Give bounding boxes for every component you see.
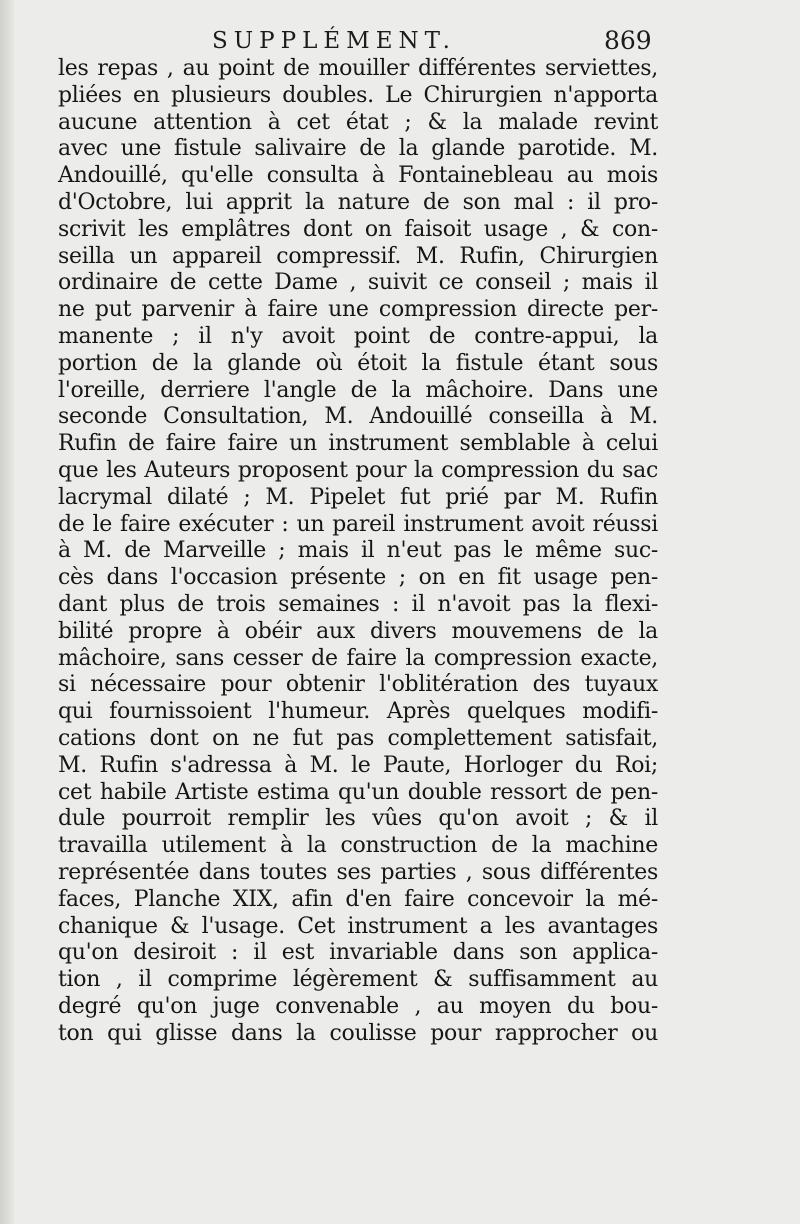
text-line: tion , il comprime légèrement & suffisamment au (58, 967, 658, 993)
text-line: Rufin de faire faire un instrument semblable à celui (58, 431, 658, 457)
running-head: SUPPLÉMENT. (212, 28, 456, 54)
text-line: ton qui glisse dans la coulisse pour rapprocher ou (58, 1020, 658, 1046)
text-line: pliées en plusieurs doubles. Le Chirurgien n'apporta (58, 82, 658, 108)
text-line: représentée dans toutes ses parties , sous différentes (58, 859, 658, 885)
text-line: dule pourroit remplir les vûes qu'on avoit ; & il (58, 806, 658, 832)
text-line: dant plus de trois semaines : il n'avoit pas la flexi- (58, 591, 658, 617)
text-line: portion de la glande où étoit la fistule étant sous (58, 350, 658, 376)
text-line: M. Rufin s'adressa à M. le Paute, Horloger du Roi; (58, 752, 658, 778)
text-line: lacrymal dilaté ; M. Pipelet fut prié par M. Rufin (58, 484, 658, 510)
text-line: aucune attention à cet état ; & la malade revint (58, 109, 658, 135)
text-line: mâchoire, sans cesser de faire la compression exacte, (58, 645, 658, 671)
text-line: que les Auteurs proposent pour la compression du sac (58, 457, 658, 483)
text-line: faces, Planche XIX, afin d'en faire concevoir la mé- (58, 886, 658, 912)
text-line: bilité propre à obéir aux divers mouvemens de la (58, 618, 658, 644)
text-line: scrivit les emplâtres dont on faisoit usage , & con- (58, 216, 658, 242)
text-line: les repas , au point de mouiller différentes serviettes, (58, 56, 658, 81)
text-line: degré qu'on juge convenable , au moyen du bou- (58, 993, 658, 1019)
text-line: ne put parvenir à faire une compression directe per- (58, 297, 658, 323)
body-text (58, 56, 658, 1047)
text-line: de le faire exécuter : un pareil instrument avoit réussi (58, 511, 658, 537)
text-line: avec une fistule salivaire de la glande parotide. M. (58, 136, 658, 162)
page-number: 869 (604, 26, 652, 55)
text-line: qu'on desiroit : il est invariable dans son applica- (58, 940, 658, 966)
text-line: l'oreille, derriere l'angle de la mâchoire. Dans une (58, 377, 658, 403)
text-line: cet habile Artiste estima qu'un double ressort de pen- (58, 779, 658, 805)
text-line: si nécessaire pour obtenir l'oblitération des tuyaux (58, 672, 658, 698)
text-line: cations dont on ne fut pas complettement satisfait, (58, 725, 658, 751)
text-line: travailla utilement à la construction de la machine (58, 833, 658, 859)
text-line: Andouillé, qu'elle consulta à Fontainebleau au mois (58, 163, 658, 189)
text-line: à M. de Marveille ; mais il n'eut pas le même suc- (58, 538, 658, 564)
text-line: chanique & l'usage. Cet instrument a les avantages (58, 913, 658, 939)
text-line: cès dans l'occasion présente ; on en fit usage pen- (58, 565, 658, 591)
text-line: d'Octobre, lui apprit la nature de son mal : il pro- (58, 189, 658, 215)
text-line: seconde Consultation, M. Andouillé conseilla à M. (58, 404, 658, 430)
text-line: qui fournissoient l'humeur. Après quelques modifi- (58, 699, 658, 725)
text-line: ordinaire de cette Dame , suivit ce conseil ; mais il (58, 270, 658, 296)
text-line: manente ; il n'y avoit point de contre-appui, la (58, 323, 658, 349)
page-gutter-shadow (0, 0, 14, 1224)
text-line: seilla un appareil compressif. M. Rufin, Chirurgien (58, 243, 658, 269)
